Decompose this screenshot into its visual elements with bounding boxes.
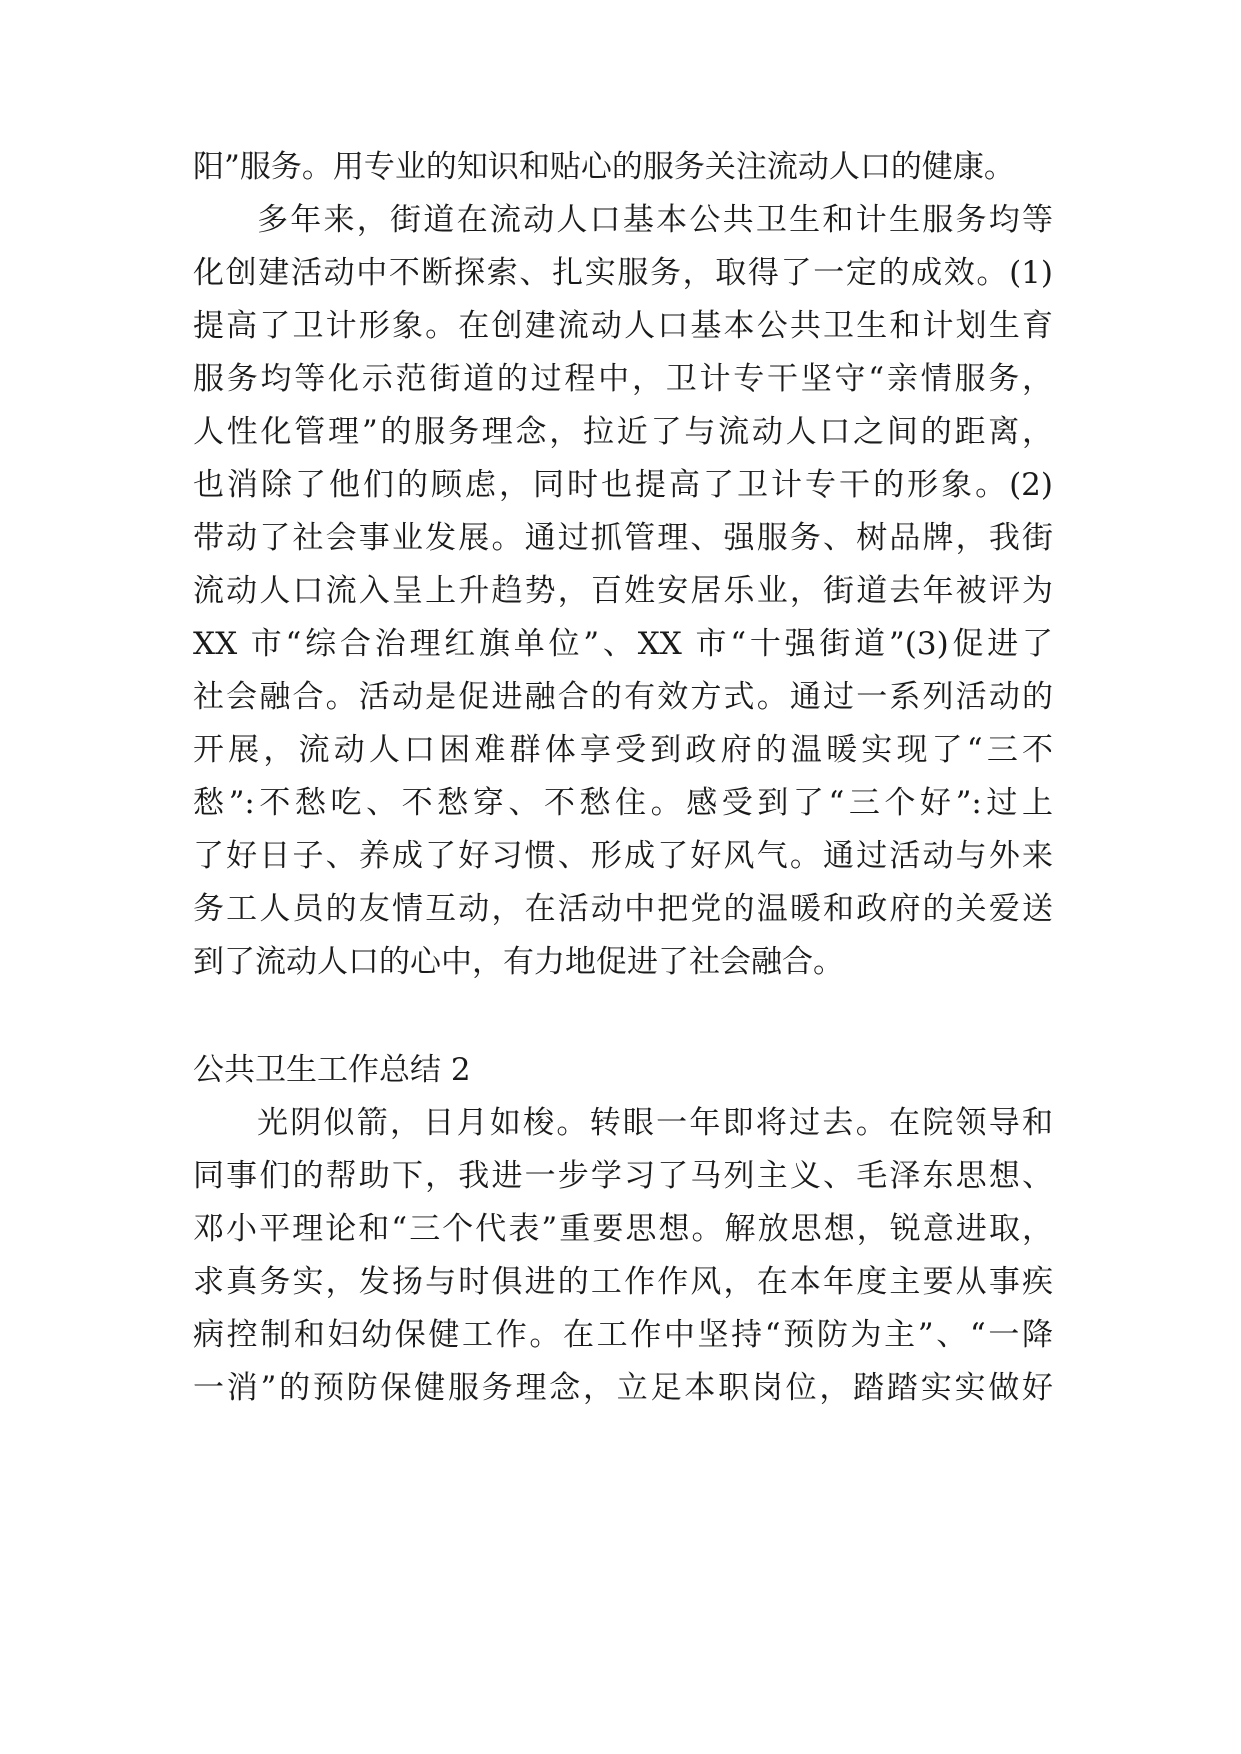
paragraph-line: 光阴似箭，日月如梭。转眼一年即将过去。在院领导和 (257, 1105, 1053, 1141)
paragraph-line: 带动了社会事业发展。通过抓管理、强服务、树品牌，我街 (193, 520, 1053, 556)
paragraph-line: 务工人员的友情互动，在活动中把党的温暖和政府的关爱送 (193, 891, 1053, 927)
paragraph-line: 阳”服务。用专业的知识和贴心的服务关注流动人口的健康。 (193, 149, 1015, 185)
paragraph-line: 病控制和妇幼保健工作。在工作中坚持“预防为主”、“一降 (193, 1317, 1053, 1353)
paragraph-line: 服务均等化示范街道的过程中，卫计专干坚守“亲情服务， (193, 361, 1053, 397)
paragraph-line: 一消”的预防保健服务理念，立足本职岗位，踏踏实实做好 (193, 1370, 1053, 1406)
paragraph-line: 求真务实，发扬与时俱进的工作作风，在本年度主要从事疾 (193, 1264, 1053, 1300)
paragraph-line: 了好日子、养成了好习惯、形成了好风气。通过活动与外来 (193, 838, 1053, 874)
paragraph-line: 社会融合。活动是促进融合的有效方式。通过一系列活动的 (193, 679, 1053, 715)
paragraph-line: 到了流动人口的心中，有力地促进了社会融合。 (193, 944, 844, 980)
paragraph-line: 开展，流动人口困难群体享受到政府的温暖实现了“三不 (193, 732, 1053, 768)
paragraph-line: 愁”:不愁吃、不愁穿、不愁住。感受到了“三个好”:过上 (193, 785, 1053, 821)
paragraph-line: 也消除了他们的顾虑，同时也提高了卫计专干的形象。(2) (193, 467, 1053, 503)
paragraph-line: 邓小平理论和“三个代表”重要思想。解放思想，锐意进取， (193, 1211, 1053, 1247)
paragraph-line: 同事们的帮助下，我进一步学习了马列主义、毛泽东思想、 (193, 1158, 1053, 1194)
section-title: 公共卫生工作总结 2 (193, 1052, 471, 1088)
paragraph-line: 化创建活动中不断探索、扎实服务，取得了一定的成效。(1) (193, 255, 1053, 291)
paragraph-line: XX 市“综合治理红旗单位”、XX 市“十强街道”(3)促进了 (193, 626, 1053, 662)
paragraph-line: 多年来，街道在流动人口基本公共卫生和计生服务均等 (257, 202, 1053, 238)
paragraph-line: 人性化管理”的服务理念，拉近了与流动人口之间的距离， (193, 414, 1053, 450)
paragraph-line: 提高了卫计形象。在创建流动人口基本公共卫生和计划生育 (193, 308, 1053, 344)
paragraph-line: 流动人口流入呈上升趋势，百姓安居乐业，街道去年被评为 (193, 573, 1053, 609)
